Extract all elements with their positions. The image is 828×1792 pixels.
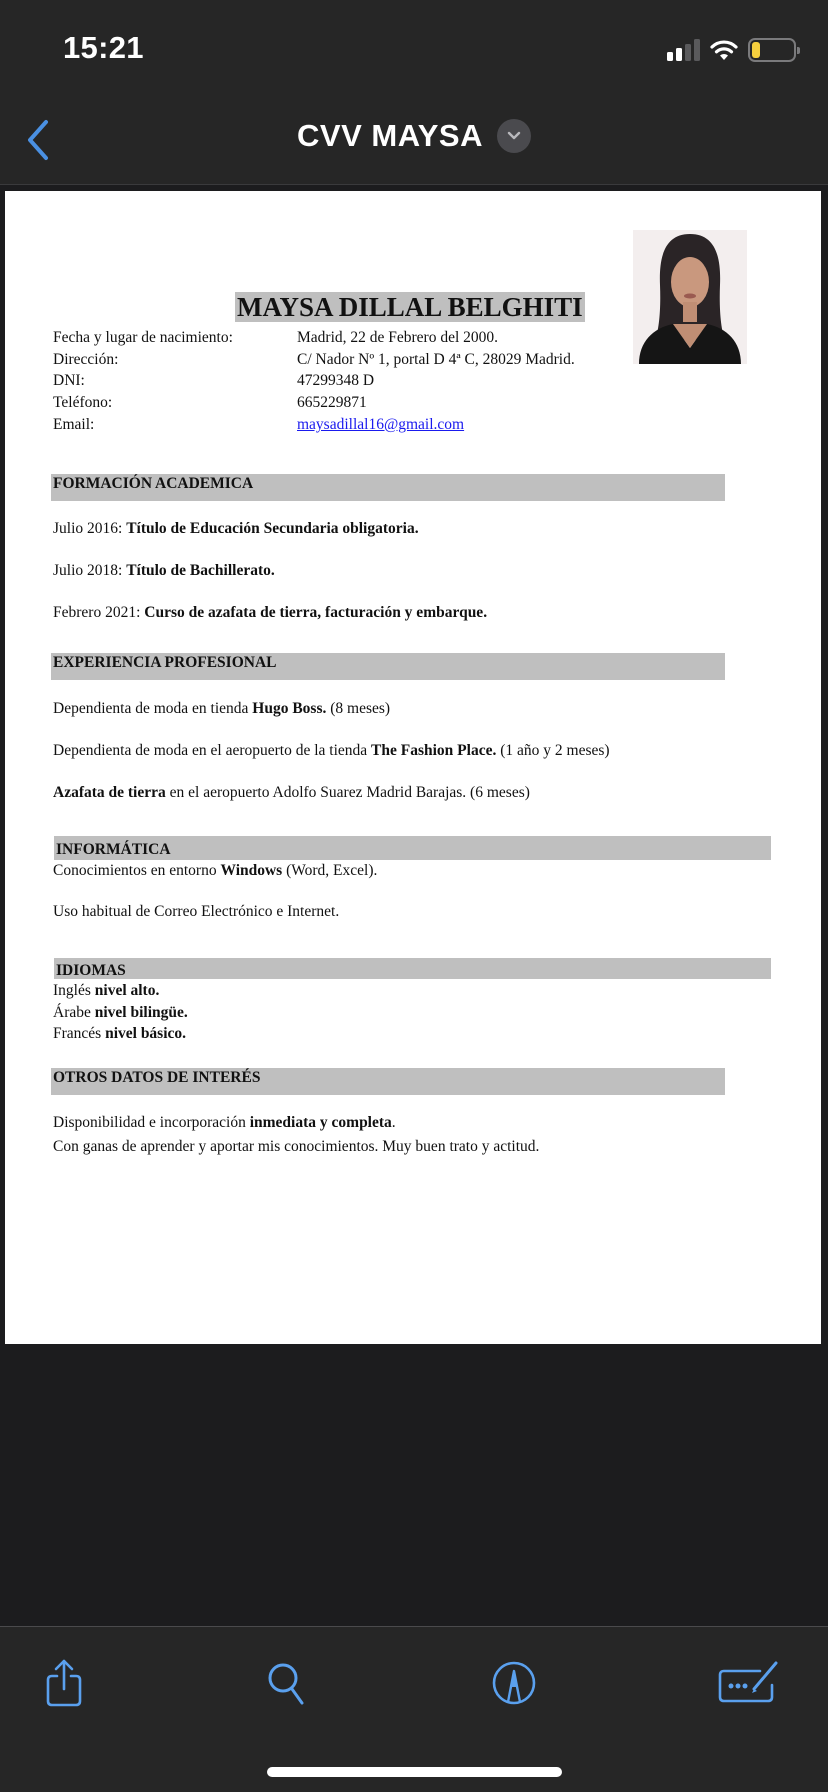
status-time: 15:21	[63, 30, 144, 65]
top-bar	[0, 0, 828, 185]
battery-icon	[748, 38, 796, 62]
section-title-experience: EXPERIENCIA PROFESIONAL	[53, 654, 277, 671]
chevron-down-icon	[506, 130, 522, 142]
section-title-other: OTROS DATOS DE INTERÉS	[53, 1069, 261, 1086]
language-item: Francés nivel básico.	[53, 1025, 187, 1042]
profile-photo	[633, 230, 747, 364]
info-value-birth: Madrid, 22 de Febrero del 2000.	[297, 329, 499, 346]
education-item: Febrero 2021: Curso de azafata de tierra, facturación y embarque.	[53, 604, 488, 621]
other-item: Disponibilidad e incorporación inmediata y completa.	[53, 1114, 396, 1131]
education-item: Julio 2016: Título de Educación Secundaria obligatoria.	[53, 520, 419, 537]
bottom-toolbar	[0, 1626, 828, 1792]
info-value-address: C/ Nador Nº 1, portal D 4ª C, 28029 Madrid.	[297, 351, 575, 368]
language-item: Árabe nivel bilingüe.	[53, 1004, 188, 1021]
section-header-education	[51, 474, 725, 501]
section-header-experience	[51, 653, 725, 680]
info-label-phone: Teléfono:	[53, 394, 113, 411]
search-button[interactable]	[258, 1653, 318, 1713]
computing-item: Uso habitual de Correo Electrónico e Internet.	[53, 903, 340, 920]
wifi-icon	[709, 38, 739, 62]
search-icon	[264, 1659, 312, 1707]
section-header-languages	[54, 958, 771, 979]
fill-sign-button[interactable]	[714, 1653, 784, 1713]
section-title-education: FORMACIÓN ACADEMICA	[53, 475, 254, 492]
document-title[interactable]: CVV MAYSA	[297, 118, 483, 153]
cellular-signal-icon	[667, 39, 700, 61]
cv-name-heading: MAYSA DILLAL BELGHITI	[237, 292, 583, 322]
section-title-computing: INFORMÁTICA	[56, 841, 171, 858]
battery-level	[752, 42, 760, 58]
computing-item: Conocimientos en entorno Windows (Word, Excel).	[53, 862, 378, 879]
home-indicator[interactable]	[267, 1767, 562, 1777]
info-value-dni: 47299348 D	[297, 372, 375, 389]
info-label-dni: DNI:	[53, 372, 85, 389]
document-page	[5, 191, 821, 1344]
experience-item: Azafata de tierra en el aeropuerto Adolfo Suarez Madrid Barajas. (6 meses)	[53, 784, 530, 801]
section-header-computing	[54, 836, 771, 860]
markup-pen-icon	[490, 1659, 538, 1707]
section-title-languages: IDIOMAS	[56, 962, 126, 979]
signature-icon	[716, 1659, 782, 1707]
other-item: Con ganas de aprender y aportar mis conocimientos. Muy buen trato y actitud.	[53, 1138, 540, 1155]
info-value-phone: 665229871	[297, 394, 367, 411]
language-item: Inglés nivel alto.	[53, 982, 160, 999]
share-icon	[42, 1657, 86, 1709]
info-label-birth: Fecha y lugar de nacimiento:	[53, 329, 233, 346]
info-label-email: Email:	[53, 416, 95, 433]
education-item: Julio 2018: Título de Bachillerato.	[53, 562, 275, 579]
status-icons	[667, 37, 796, 63]
section-header-other	[51, 1068, 725, 1095]
experience-item: Dependienta de moda en el aeropuerto de la tienda The Fashion Place. (1 año y 2 meses)	[53, 742, 610, 759]
nav-title-area[interactable]	[0, 118, 828, 154]
markup-button[interactable]	[484, 1653, 544, 1713]
share-button[interactable]	[34, 1653, 94, 1713]
email-link[interactable]: maysadillal16@gmail.com	[297, 416, 465, 433]
document-viewer[interactable]	[0, 186, 828, 1626]
info-label-address: Dirección:	[53, 351, 119, 368]
experience-item: Dependienta de moda en tienda Hugo Boss. (8 meses)	[53, 700, 391, 717]
title-menu-button[interactable]	[497, 119, 531, 153]
